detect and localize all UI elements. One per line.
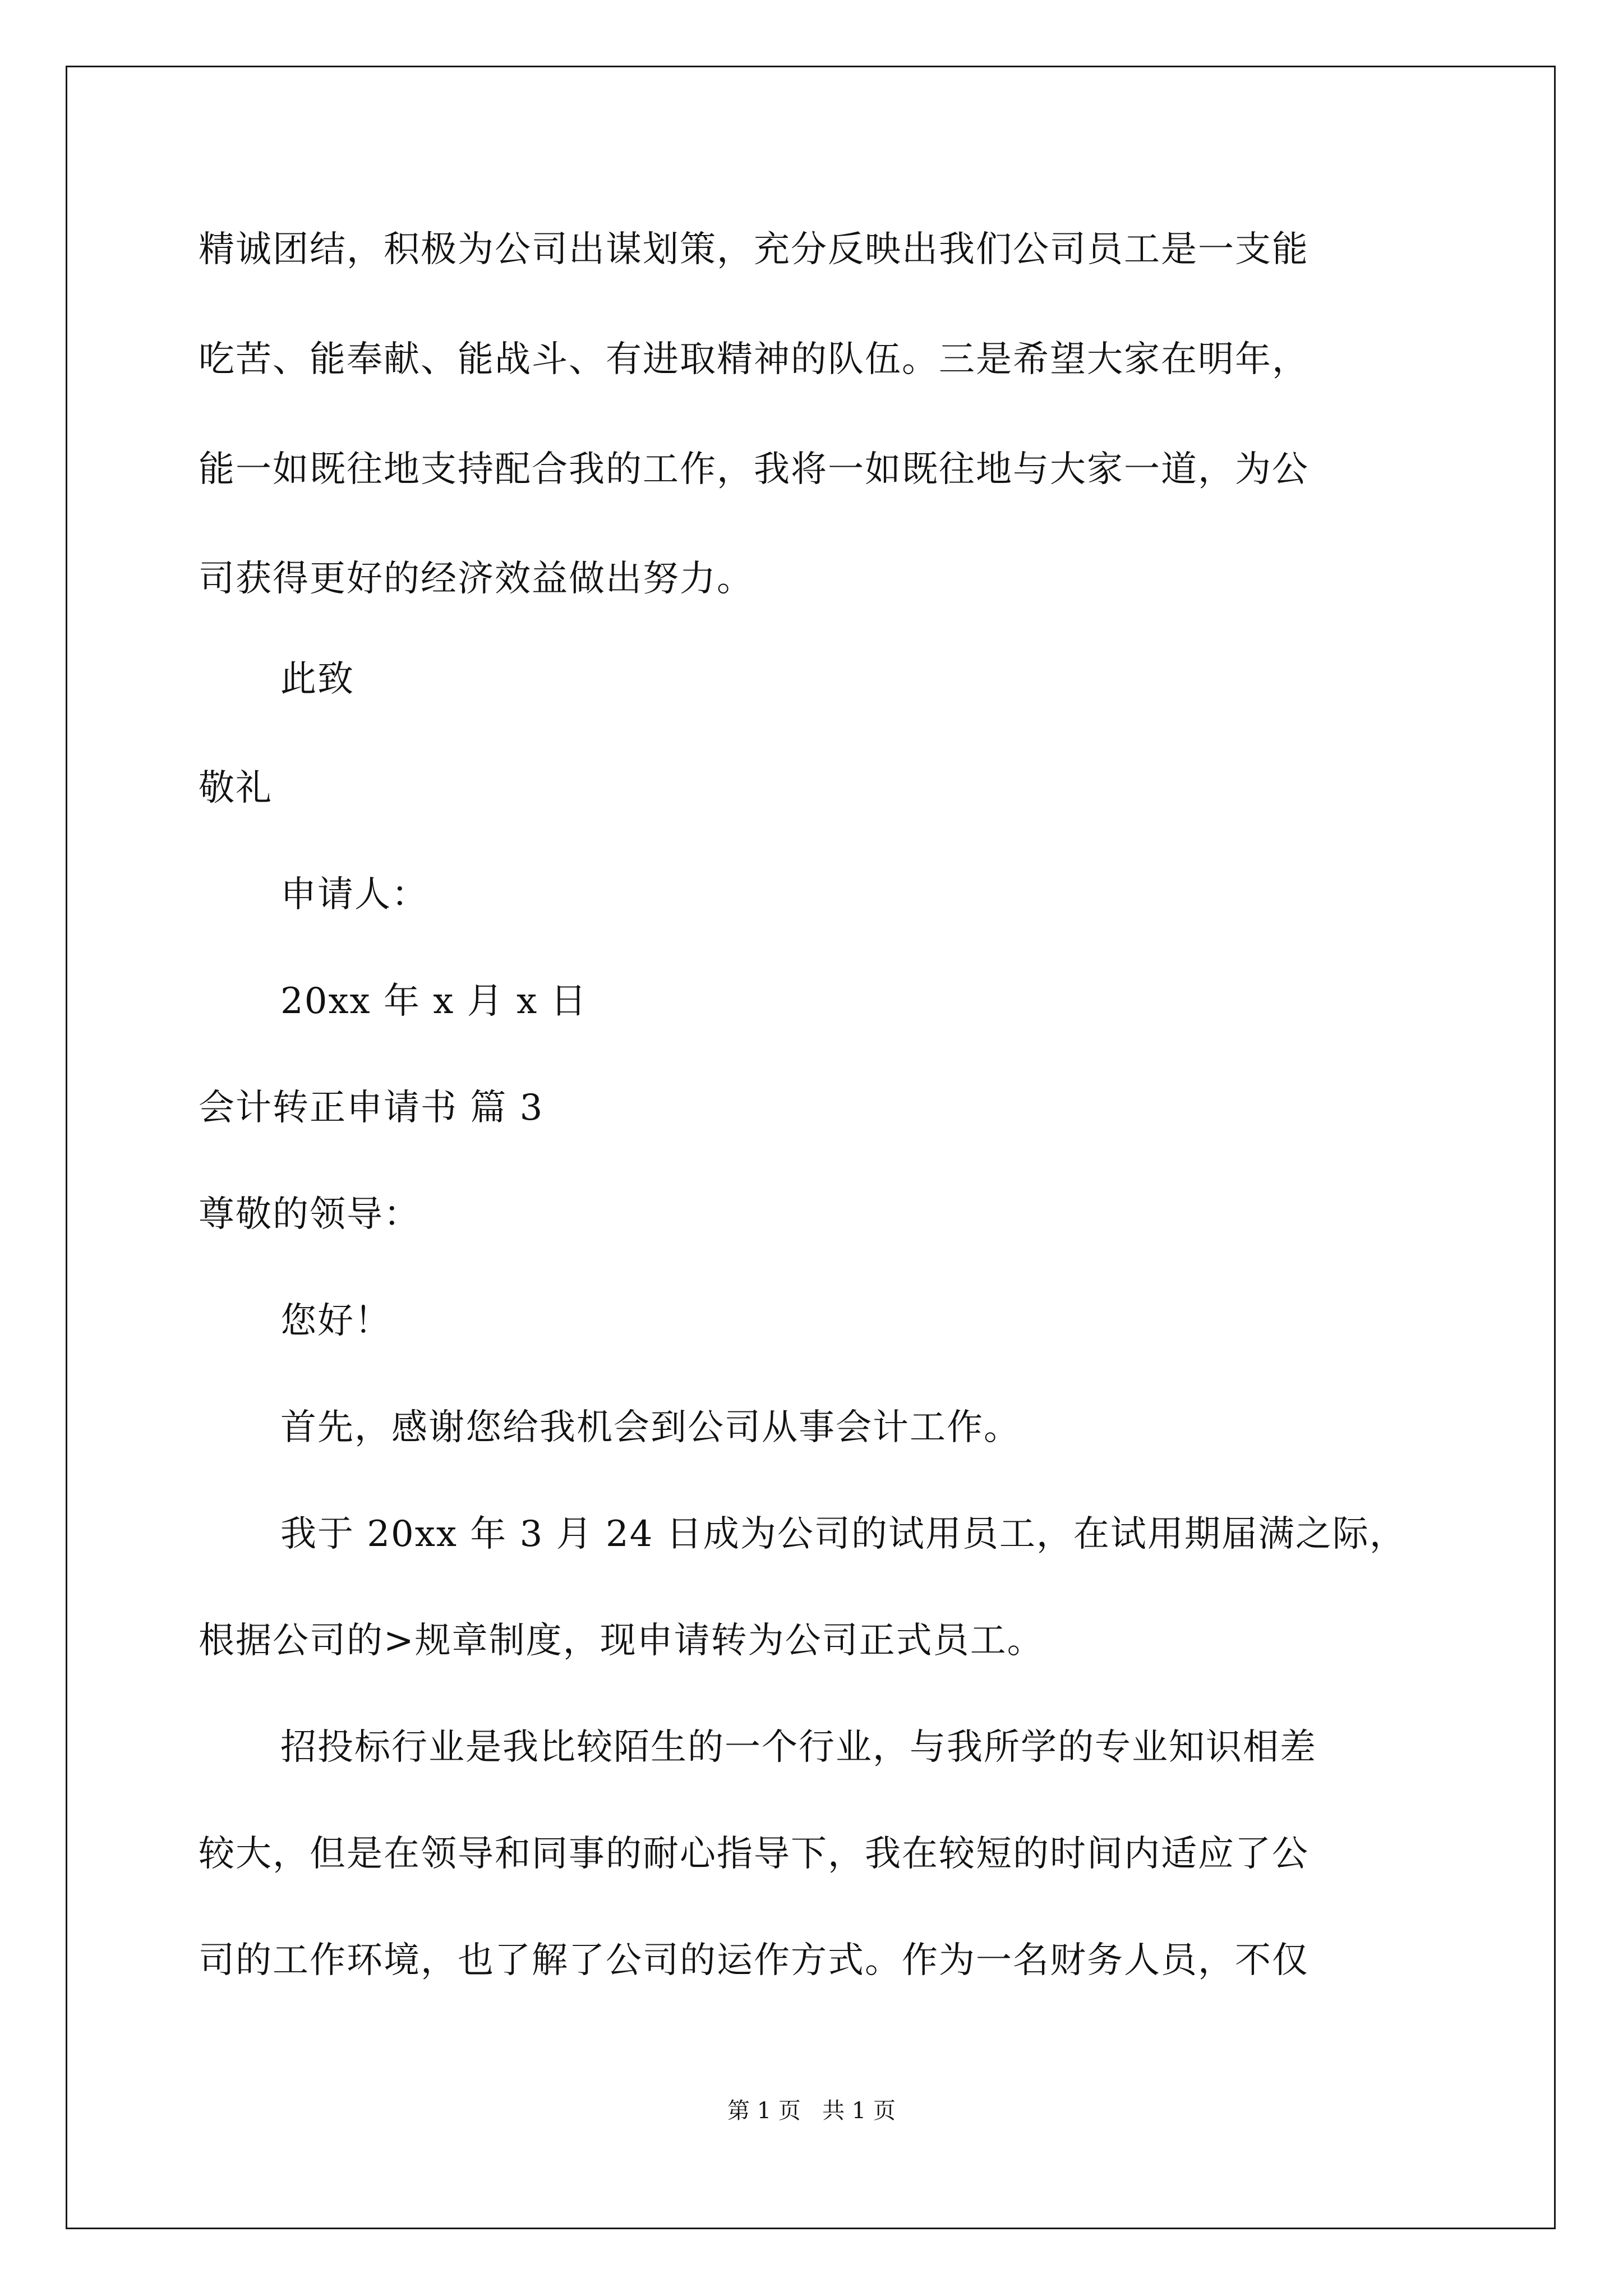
- closing-regards: 敬礼: [199, 767, 273, 809]
- paragraph-line: 较大，但是在领导和同事的耐心指导下，我在较短的时间内适应了公: [199, 1833, 1309, 1875]
- paragraph-line: 我于 20xx 年 3 月 24 日成为公司的试用员工，在试用期届满之际，: [280, 1513, 1407, 1555]
- paragraph-line: 吃苦、能奉献、能战斗、有进取精神的队伍。三是希望大家在明年，: [199, 339, 1309, 380]
- paragraph-line: 能一如既往地支持配合我的工作，我将一如既往地与大家一道，为公: [199, 449, 1309, 490]
- paragraph-line: 精诚团结，积极为公司出谋划策，充分反映出我们公司员工是一支能: [199, 229, 1309, 270]
- greeting-recipient: 尊敬的领导：: [199, 1194, 421, 1235]
- section-title: 会计转正申请书 篇 3: [199, 1087, 544, 1129]
- paragraph-line: 司获得更好的经济效益做出努力。: [199, 558, 754, 600]
- paragraph-line: 招投标行业是我比较陌生的一个行业，与我所学的专业知识相差: [280, 1727, 1317, 1768]
- paragraph-line: 首先，感谢您给我机会到公司从事会计工作。: [280, 1407, 1021, 1448]
- page-border: [66, 66, 1556, 2229]
- page-footer: 第 1 页 共 1 页: [727, 2098, 896, 2124]
- greeting-hello: 您好！: [280, 1300, 391, 1342]
- paragraph-line: 司的工作环境，也了解了公司的运作方式。作为一名财务人员，不仅: [199, 1940, 1309, 1981]
- closing-salutation: 此致: [280, 659, 354, 700]
- applicant-label: 申请人：: [280, 874, 428, 915]
- date-line: 20xx 年 x 月 x 日: [280, 981, 588, 1022]
- paragraph-line: 根据公司的>规章制度，现申请转为公司正式员工。: [199, 1620, 1044, 1662]
